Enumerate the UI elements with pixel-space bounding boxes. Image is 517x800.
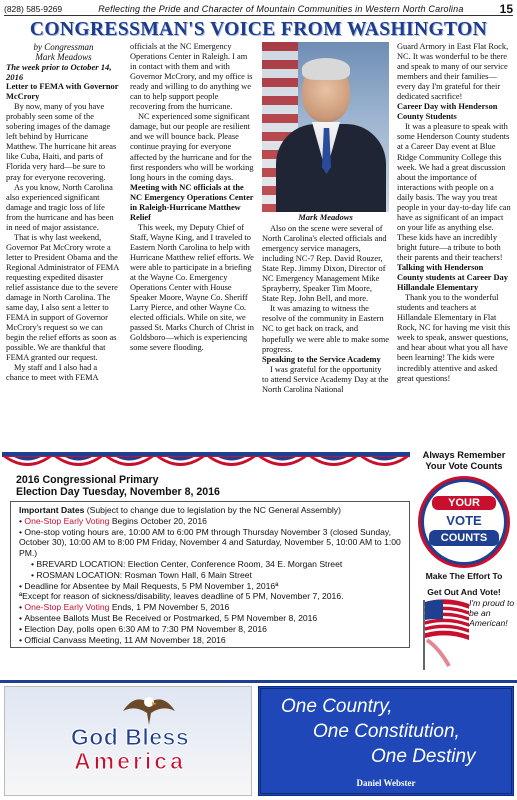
date-item [19,559,404,570]
destiny-line-3: One Destiny [371,746,476,767]
date-item [19,624,404,635]
page-number: 15 [499,1,513,16]
date-item [19,613,404,624]
hair-shape [302,58,350,80]
badge-counts: COUNTS [429,530,499,546]
section-divider [0,680,517,683]
sidebar-sub-2: Get Out And Vote! [427,587,501,597]
subheading: Letter to FEMA with Governor McCrory [6,82,119,102]
god-bless-line-1: God Bless [70,724,190,750]
date-item-text: Election Day, polls open 6:30 AM to 7:30 PM November 8, 2016 [24,623,267,634]
one-country-banner [258,686,514,796]
article-title: CONGRESSMAN'S VOICE FROM WASHINGTON [29,19,488,40]
god-bless-text [15,725,245,773]
photo-caption: Mark Meadows [298,212,353,222]
paragraph: It was a pleasure to speak with some Henderson County students at a Career Day event at Blue Ridge Community College this week. We had a great discussion about the importance of interactions with people on a daily basis. The way you treat people in your day-to-day life can have as significant of an impact on your life as anything else. These kids have an incredibly bright future—a tribute to both their parents and their teachers! [397,122,511,262]
date-item-text: ROSMAN LOCATION: Rosman Town Hall, 6 Main Street [36,569,252,580]
date-item-text: Begins October 20, 2016 [109,515,207,526]
paragraph: That is why last weekend, Governor Pat McCrory wrote a letter to President Obama and the Regional Administrator of FEMA requesting expedited disaster relief assistance due to the severe damage in North Carolina. The same day, I also sent a letter to FEMA in support of Governor McCrory's request so we can begin the relief efforts as soon as possible. We are thankful that FEMA granted our request. [6,232,119,363]
election-info-box [4,474,410,672]
important-label: Important Dates [19,505,85,515]
paragraph: I was grateful for the opportunity to attend Service Academy Day at the North Carolina National [262,364,389,394]
paragraph: Thank you to the wonderful students and teachers at Hillandale Elementary in Flat Rock, NC for having me visit this week to speak, answer questions, and hear about what you all have been learning! The kids were incredibly attentive and asked great questions! [397,293,511,383]
badge-vote: VOTE [446,513,482,528]
early-voting-label: One-Stop Early Voting [24,515,110,526]
paragraph-continued: officials at the NC Emergency Operations Center in Raleigh. I am in contact with them and with Governor McCrory, and my office is ready and willing to do anything we can to help support people recovering from the hurricane. [130,42,253,112]
sidebar-title-1: Always Remember [422,450,506,460]
congressman-photo [262,42,389,212]
subheading: Career Day with Henderson County Students [397,102,498,122]
date-item-text: Deadline for Absentee by Mail Requests, 5 PM November 1, 2016ª [24,580,279,591]
vote-counts-sidebar [413,450,515,678]
waving-flag-icon [419,596,475,670]
subheading: Talking with Henderson County students at Career Day Hillandale Elementary [397,263,508,293]
subheading: Meeting with NC officials at the NC Emergency Operations Center in Raleigh-Hurricane Matthew Relief [130,182,254,222]
paragraph: NC experienced some significant damage, but our people are resilient and we will bounce back. Please continue praying for everyone affected by the hurricane and for the first responders who will be working long hours in the coming days. [130,112,254,182]
election-title-2: Election Day Tuesday, November 8, 2016 [16,486,220,498]
column-1-body [6,82,121,383]
vote-badge [421,479,507,565]
god-bless-america-ad [4,686,252,796]
article-column-2 [130,42,255,353]
date-item [19,602,404,613]
important-dates-box [10,501,410,648]
byline-line-2: Mark Meadows [35,52,92,62]
destiny-line-2: One Constitution, [313,721,460,742]
proud-american-text: I'm proud to be an American! [469,598,515,628]
paragraph: Also on the scene were several of North Carolina's elected officials and emergency service managers, including NC-7 Rep. David Rouzer, State Rep. Jimmy Dixon, Director of NC Emergency Management Mike Sprayberry, Speaker Tim Moore, State Rep. John Bell, and more. [262,224,387,304]
date-item-text: Absentee Ballots Must Be Received or Postmarked, 5 PM November 8, 2016 [24,612,318,623]
date-item-text: ªExcept for reason of sickness/disability, leaves deadline of 5 PM, November 7, 2016. [19,591,344,602]
date-item-text: Official Canvass Meeting, 11 AM November 18, 2016 [24,634,226,645]
date-item-text: One-stop voting hours are, 10:00 AM to 6:00 PM through Thursday November 3 (closed Sunday, October 30), 10:00 AM to 8:00 PM Friday, November 4 and Saturday, November 5, 10:00 AM to 1:00 PM.) [19,526,401,559]
phone-number: (828) 585-9269 [4,3,63,14]
article-column-1 [6,42,121,384]
column-2-body [130,42,255,353]
column-4-body [397,42,511,384]
eagle-icon [121,691,177,727]
subheading: Speaking to the Service Academy [262,354,381,364]
early-voting-label: One-Stop Early Voting [24,602,110,613]
byline-line-1: by Congressman [33,42,94,52]
destiny-line-1: One Country, [281,696,393,717]
paragraph: It was amazing to witness the resolve of the community in Eastern NC to get back on track, and hopefully we were able to make some progress. [262,304,389,354]
paragraph: My staff and I also had a chance to meet with FEMA [6,363,99,383]
badge-your: YOUR [432,496,496,510]
article-column-4 [397,42,511,384]
date-item [19,527,404,559]
date-item-text: BREVARD LOCATION: Election Center, Conference Room, 34 E. Morgan Street [36,558,343,569]
date-item [19,635,404,646]
date-item [19,570,404,581]
date-item [19,516,404,527]
important-note: (Subject to change due to legislation by the NC General Assembly) [84,505,341,515]
article-dateline: The week prior to October 14, 2016 [6,62,112,83]
patriotic-bunting [2,452,410,474]
god-bless-line-2: America [74,748,186,774]
election-title-1: 2016 Congressional Primary [16,474,159,486]
newspaper-tagline: Reflecting the Pride and Character of Mountain Communities in Western North Carolina [98,3,464,14]
column-3-body [262,224,389,395]
date-item-text: Ends, 1 PM November 5, 2016 [109,602,230,613]
important-dates-list [19,516,404,646]
quote-author: Daniel Webster [356,778,416,788]
sidebar-title-2: Your Vote Counts [425,460,503,471]
important-dates-heading [19,505,404,516]
paragraph: This week, my Deputy Chief of Staff, Wayne King, and I traveled to Eastern North Carolina to help with Hurricane Matthew relief efforts. We were able to participate in a briefing at the Wayne Co. Emergency Operations Center with House Speaker Moore, Wayne Co. Sheriff Larry Pierce, and other Wayne Co. elected officials. While on site, we passed St. Marks Church of Christ in Goldsboro—which is experiencing some severe flooding. [130,222,254,353]
paragraph: By now, many of you have probably seen some of the sobering images of the damage left behind by Hurricane Matthew. The hurricane hit areas like Cuba, Haiti, and parts of Florida very hard—be sure to pray for everyone recovering. [6,102,117,182]
article-column-3 [262,224,389,395]
date-item [19,591,404,602]
paragraph-continued: Guard Armory in East Flat Rock, NC. It was wonderful to be there and speak to many of our service members and their families—every day I'm grateful for their dedicated sacrifice! [397,42,509,102]
page-header [4,2,513,16]
sidebar-sub-1: Make The Effort To [425,571,503,581]
paragraph: As you know, North Carolina also experienced significant damage and tragic loss of life from the hurricane and has been in need of major assistance. [6,182,114,232]
date-item [19,581,404,592]
